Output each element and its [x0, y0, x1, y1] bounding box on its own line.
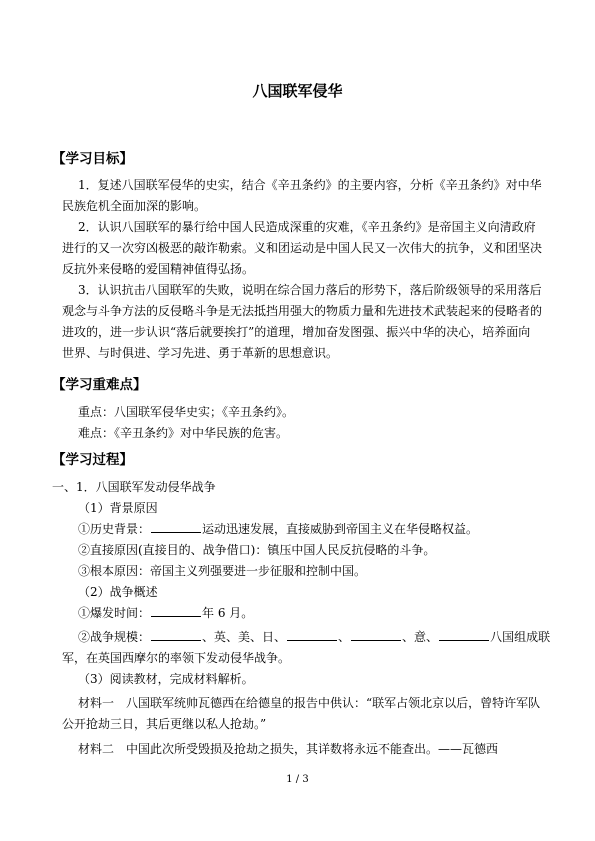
overview-2-text: 、意、 — [402, 630, 439, 644]
background-1 — [78, 520, 478, 537]
answer-blank[interactable] — [439, 629, 489, 641]
overview-2 — [78, 628, 550, 645]
objective-2-line-1: 2．认识八国联军的暴行给中国人民造成深重的灾难，《辛丑条约》是帝国主义向清政府 — [78, 220, 536, 234]
section-heading-objectives: 【学习目标】 — [52, 151, 133, 167]
overview-1-label: ①爆发时间： — [78, 606, 151, 620]
answer-blank[interactable] — [287, 629, 337, 641]
background-3: ③根本原因：帝国主义列强要进一步征服和控制中国。 — [78, 564, 367, 578]
answer-blank[interactable] — [151, 521, 201, 533]
objective-3-line-2: 观念与斗争方法的反侵略斗争是无法抵挡用强大的物质力量和先进技术武装起来的侵略者的 — [62, 304, 543, 318]
answer-blank[interactable] — [151, 629, 201, 641]
background-2: ②直接原因(直接目的、战争借口)：镇压中国人民反抗侵略的斗争。 — [78, 543, 436, 557]
background-title: （1）背景原因 — [78, 501, 158, 515]
section-heading-key-points: 【学习重难点】 — [52, 377, 147, 393]
key-focus: 重点：八国联军侵华史实；《辛丑条约》。 — [78, 405, 295, 419]
answer-blank[interactable] — [351, 629, 401, 641]
overview-title: （2）战争概述 — [78, 585, 158, 599]
page-title: 八国联军侵华 — [252, 82, 343, 100]
objective-1-line-1: 1．复述八国联军侵华的史实，结合《辛丑条约》的主要内容，分析《辛丑条约》对中华 — [78, 178, 542, 192]
material-2: 材料二 中国此次所受毁损及抢劫之损失，其详数将永远不能查出。——瓦德西 — [78, 742, 499, 756]
section-heading-process: 【学习过程】 — [52, 452, 133, 468]
overview-2-label: ②战争规模： — [78, 630, 151, 644]
material-1-line-1: 材料一 八国联军统帅瓦德西在给德皇的报告中供认：“联军占领北京以后，曾特许军队 — [78, 696, 541, 710]
objective-2-line-3: 反抗外来侵略的爱国精神值得弘扬。 — [62, 262, 255, 276]
objective-3-line-1: 3．认识抗击八国联军的失败，说明在综合国力落后的形势下，落后阶级领导的采用落后 — [78, 283, 542, 297]
answer-blank[interactable] — [151, 605, 201, 617]
key-difficulty: 难点：《辛丑条约》对中华民族的危害。 — [78, 426, 289, 440]
material-1-line-2: 公开抢劫三日，其后更继以私人抢劫。” — [62, 717, 267, 731]
background-1-label: ①历史背景： — [78, 522, 151, 536]
overview-2-line-2: 军，在英国西摩尔的率领下发动侵华战争。 — [62, 651, 291, 665]
overview-1-text: 年 6 月。 — [202, 606, 254, 620]
page-number: 1 / 3 — [286, 774, 309, 785]
overview-2-text: 、英、美、日、 — [202, 630, 287, 644]
overview-2-text: 、 — [338, 630, 351, 644]
objective-3-line-4: 世界、与时俱进、学习先进、勇于革新的思想意识。 — [62, 346, 339, 360]
overview-2-text: 八国组成联 — [490, 630, 551, 644]
objective-2-line-2: 进行的又一次穷凶极恶的敲诈勒索。义和团运动是中国人民又一次伟大的抗争，义和团坚决 — [62, 241, 543, 255]
overview-1 — [78, 604, 253, 621]
objective-3-line-3: 进攻的，进一步认识“落后就要挨打”的道理，增加奋发图强、振兴中华的决心，培养面向 — [62, 325, 531, 339]
reading-title: （3）阅读教材，完成材料解析。 — [78, 672, 254, 686]
objective-1-line-2: 民族危机全面加深的影响。 — [62, 199, 207, 213]
process-heading: 一、1．八国联军发动侵华战争 — [52, 480, 216, 494]
background-1-text: 运动迅速发展，直接威胁到帝国主义在华侵略权益。 — [202, 522, 479, 536]
